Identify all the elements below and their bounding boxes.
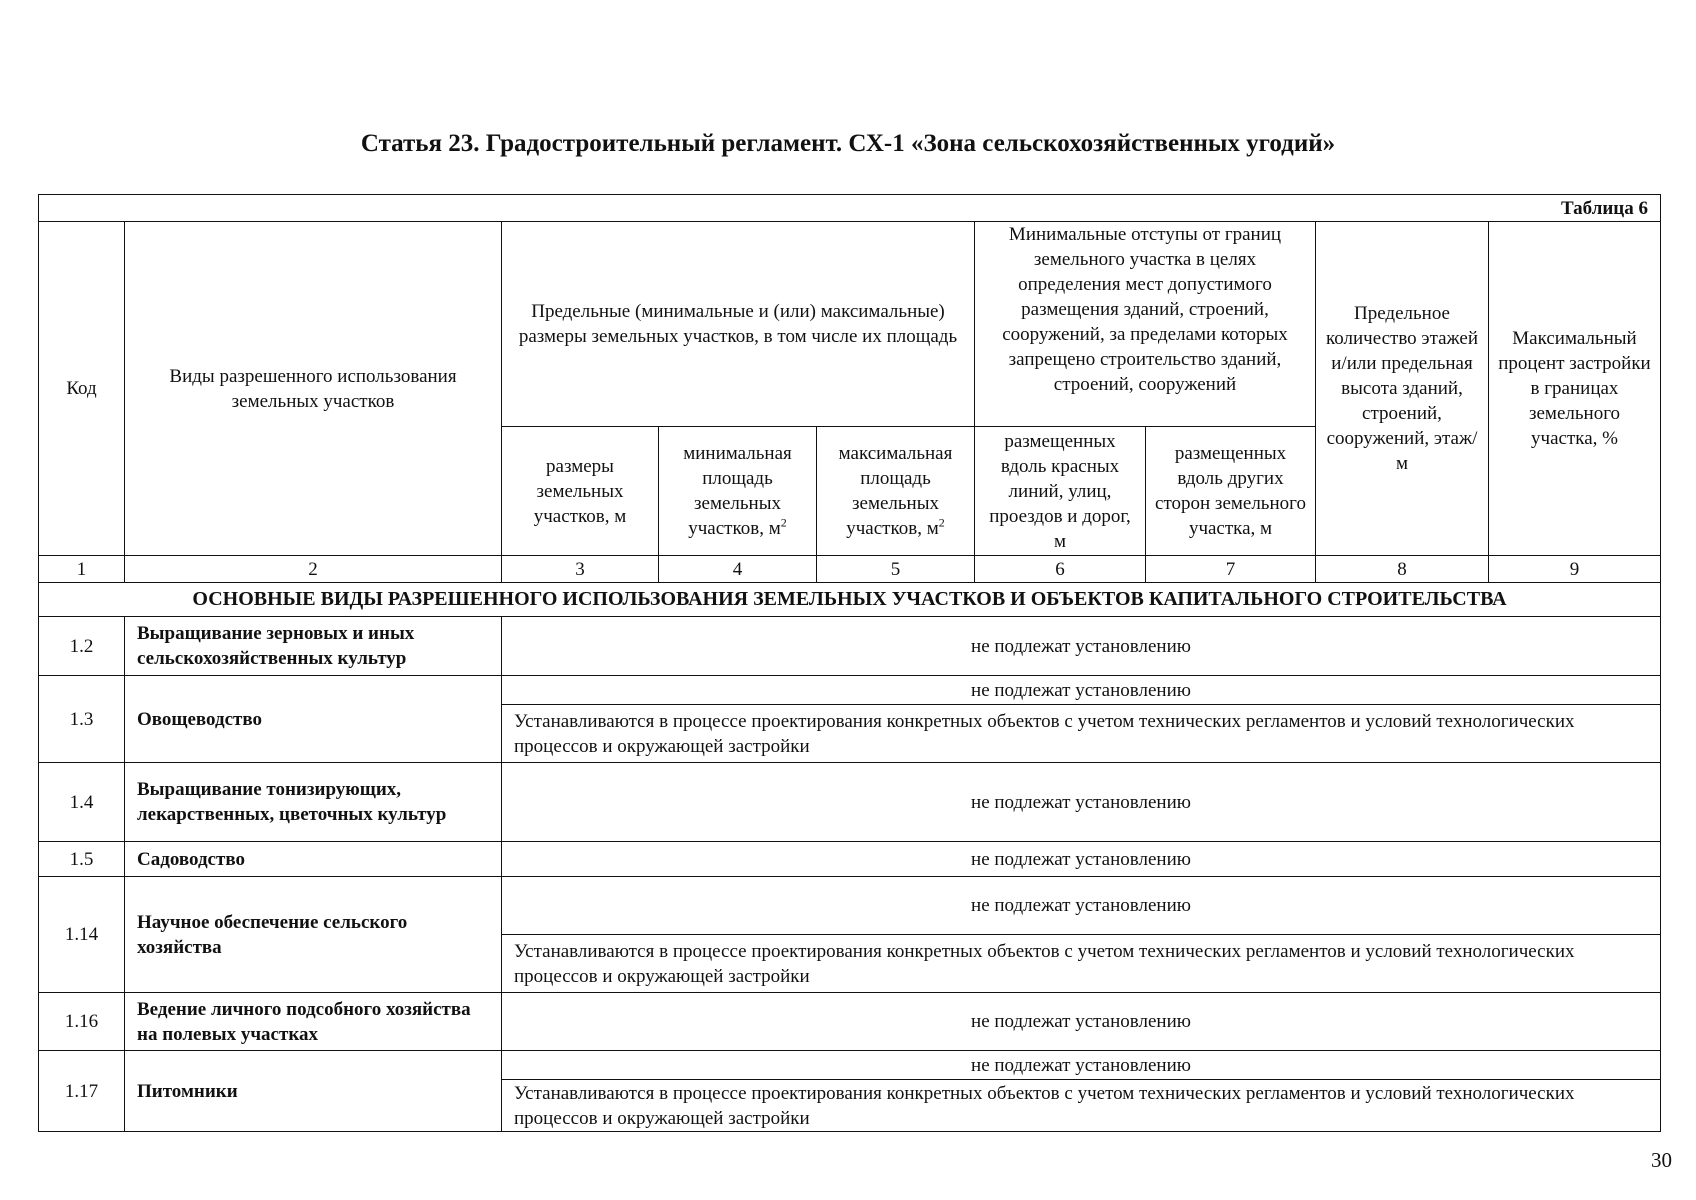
document-title: Статья 23. Градостроительный регламент. СХ-1 «Зона сельскохозяйственных угодий» [360, 130, 1336, 157]
row-name: Ведение личного подсобного хозяйства на полевых участках [125, 993, 502, 1051]
column-number: 8 [1316, 556, 1489, 583]
header-code: Код [39, 222, 125, 556]
row-name: Садоводство [125, 842, 502, 877]
row-value: не подлежат установлению [502, 676, 1661, 705]
regulation-table [38, 194, 1661, 1132]
header-use-types: Виды разрешенного использования земельных участков [125, 222, 502, 556]
column-number: 3 [502, 556, 659, 583]
row-value: не подлежат установлению [502, 842, 1661, 877]
row-name: Выращивание зерновых и иных сельскохозяйственных культур [125, 617, 502, 676]
table-row [39, 676, 1661, 705]
row-value-design: Устанавливаются в процессе проектирования конкретных объектов с учетом технических регламентов и условий технологических процессов и окружающей застройки [502, 935, 1661, 993]
header-limit-sizes: Предельные (минимальные и (или) максимальные) размеры земельных участков, в том числе их площадь [502, 222, 975, 427]
column-number: 5 [817, 556, 975, 583]
table-row [39, 993, 1661, 1051]
row-code: 1.4 [39, 763, 125, 842]
header-sub-max-area: максимальная площадь земельных участков, $м^2$ [817, 427, 975, 556]
area-superscript: 2 [780, 515, 787, 530]
header-sub-min-area: минимальная площадь земельных участков, $м^2$ [659, 427, 817, 556]
header-min-setbacks: Минимальные отступы от границ земельного участка в целях определения мест допустимого размещения зданий, строений, сооружений, за пределами которых запрещено строительство зданий, строений, сооружений [975, 222, 1316, 427]
column-number: 6 [975, 556, 1146, 583]
row-code: 1.2 [39, 617, 125, 676]
row-name: Выращивание тонизирующих, лекарственных, цветочных культур [125, 763, 502, 842]
column-number: 2 [125, 556, 502, 583]
row-value: не подлежат установлению [502, 993, 1661, 1051]
header-floors: Предельное количество этажей и/или предельная высота зданий, строений, сооружений, этаж/м [1316, 222, 1489, 556]
column-number: 9 [1489, 556, 1661, 583]
row-code: 1.5 [39, 842, 125, 877]
header-sub-other-sides: размещенных вдоль других сторон земельного участка, м [1146, 427, 1316, 556]
table-row [39, 1051, 1661, 1080]
row-value-design: Устанавливаются в процессе проектирования конкретных объектов с учетом технических регламентов и условий технологических процессов и окружающей застройки [502, 705, 1661, 763]
row-code: 1.3 [39, 676, 125, 763]
row-value: не подлежат установлению [502, 1051, 1661, 1080]
column-number: 4 [659, 556, 817, 583]
column-number: 7 [1146, 556, 1316, 583]
row-value-design: Устанавливаются в процессе проектирования конкретных объектов с учетом технических регламентов и условий технологических процессов и окружающей застройки [502, 1080, 1661, 1132]
row-value: не подлежат установлению [502, 877, 1661, 935]
row-value: не подлежат установлению [502, 617, 1661, 676]
page-number: 30 [1651, 1148, 1672, 1172]
header-sub-red-lines: размещенных вдоль красных линий, улиц, проездов и дорог, м [975, 427, 1146, 556]
column-number: 1 [39, 556, 125, 583]
row-value: не подлежат установлению [502, 763, 1661, 842]
row-name: Научное обеспечение сельского хозяйства [125, 877, 502, 993]
row-name: Овощеводство [125, 676, 502, 763]
area-superscript: 2 [938, 515, 945, 530]
table-row [39, 763, 1661, 842]
column-numbers-row [39, 556, 1661, 583]
table-row [39, 842, 1661, 877]
header-sub-sizes: размеры земельных участков, м [502, 427, 659, 556]
header-max-percent: Максимальный процент застройки в границах земельного участка, % [1489, 222, 1661, 556]
row-name: Питомники [125, 1051, 502, 1132]
row-code: 1.16 [39, 993, 125, 1051]
table-row [39, 877, 1661, 935]
row-code: 1.14 [39, 877, 125, 993]
table-row [39, 617, 1661, 676]
row-code: 1.17 [39, 1051, 125, 1132]
section-title: ОСНОВНЫЕ ВИДЫ РАЗРЕШЕННОГО ИСПОЛЬЗОВАНИЯ ЗЕМЕЛЬНЫХ УЧАСТКОВ И ОБЪЕКТОВ КАПИТАЛЬНОГО СТРОИТЕЛЬСТВА [39, 583, 1661, 617]
table-label: Таблица 6 [39, 195, 1661, 222]
